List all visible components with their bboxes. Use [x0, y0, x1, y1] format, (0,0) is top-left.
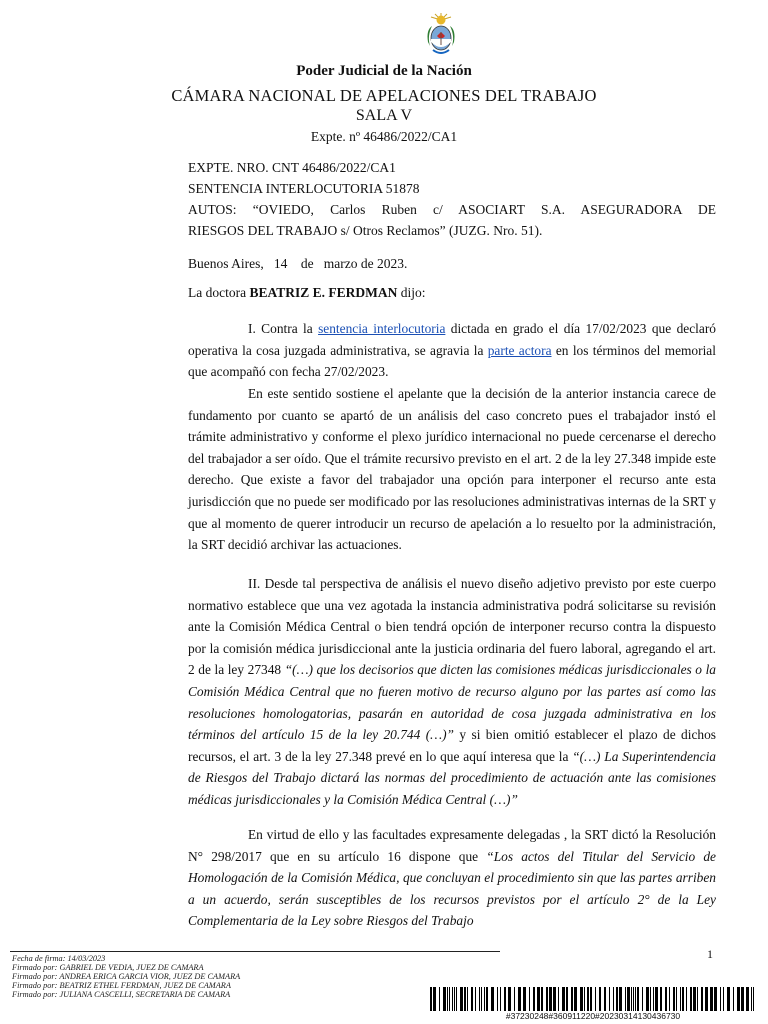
- signature-line: Firmado por: JULIANA CASCELLI, SECRETARIA DE CAMARA: [12, 990, 231, 999]
- court-name: CÁMARA NACIONAL DE APELACIONES DEL TRABAJO: [171, 86, 597, 105]
- quote-srt: “(…) La Superintendencia de Riesgos del Trabajo dictará las normas del procedimiento de actuación ante las comisiones médicas jurisdiccionales y la Comisión Médica Central (…)”: [188, 748, 716, 807]
- sentencia-line: SENTENCIA INTERLOCUTORIA 51878: [188, 181, 420, 196]
- paragraph-4: En virtud de ello y las facultades expresamente delegadas , la SRT dictó la Resolución N° 298/2017 que en su artículo 16 dispone que “Los actos del Titular del Servicio de Homologación de la Comisión Médica, que concluyan el procedimiento sin que las partes arriben a un acuerdo, serán susceptibles de los recursos previstos por el artículo 2° de la Ley Complementaria de la Ley sobre Riesgos del Trabajo: [188, 827, 716, 929]
- barcode-text: #37230248#360911220#20230314130436730: [505, 1011, 681, 1021]
- signature-line: Firmado por: BEATRIZ ETHEL FERDMAN, JUEZ DE CAMARA: [12, 981, 231, 990]
- autos-line-2: RIESGOS DEL TRABAJO s/ Otros Reclamos” (JUZG. Nro. 51).: [188, 223, 543, 238]
- date-line: Buenos Aires, 14 de marzo de 2023.: [188, 256, 408, 271]
- signature-line: Firmado por: ANDREA ERICA GARCIA VIOR, JUEZ DE CAMARA: [12, 972, 241, 981]
- paragraph-1: I. Contra la sentencia interlocutoria dictada en grado el día 17/02/2023 que declaró operativa la cosa juzgada administrativa, se agravia la parte actora en los términos del memorial que acompañó con fecha 27/02/2023.: [188, 321, 716, 380]
- document-barcode: [428, 987, 758, 1011]
- autos-line-1: AUTOS: “OVIEDO, Carlos Ruben c/ ASOCIART S.A. ASEGURADORA DE: [188, 202, 716, 217]
- footer-divider: [10, 951, 500, 952]
- judge-name: BEATRIZ E. FERDMAN: [249, 285, 398, 300]
- judge-intro: La doctora BEATRIZ E. FERDMAN dijo:: [188, 285, 426, 300]
- expte-line: EXPTE. NRO. CNT 46486/2022/CA1: [188, 160, 396, 175]
- coat-of-arms-seal: [424, 12, 458, 58]
- sala-label: SALA V: [355, 107, 413, 124]
- file-number: Expte. nº 46486/2022/CA1: [310, 129, 458, 144]
- institution-title: Poder Judicial de la Nación: [296, 63, 472, 79]
- parte-actora-link[interactable]: parte actora: [487, 342, 552, 358]
- paragraph-3: II. Desde tal perspectiva de análisis el nuevo diseño adjetivo previsto por este cuerpo normativo establece que una vez agotada la instancia administrativa podrá solicitarse su revisión ante la Comisión Médica Central o bien tendrá opción de interponer recurso contra la dispuesto por la comisión médica jurisdiccional ante la justicia ordinaria del fuero laboral, agregando el art. 2 de la ley 27348 “(…) que los decisorios que dicten las comisiones médicas jurisdiccionales o la Comisión Médica Central que no fueren motivo de recurso alguno por las partes así como las resoluciones homologatorias, pasarán en autoridad de cosa juzgada administrativa en los términos del artículo 15 de la ley 20.744 (…)” y si bien omitió establecer el plazo de dichos recursos, el art. 3 de la ley 27.348 prevé en lo que aquí interesa que la “(…) La Superintendencia de Riesgos del Trabajo dictará las normas del procedimiento de actuación ante las comisiones médicas jurisdiccionales y la Comisión Médica Central (…)”: [188, 576, 717, 807]
- page-number: 1: [707, 947, 713, 961]
- quote-resolucion: “Los actos del Titular del Servicio de Homologación de la Comisión Médica, que concluyan el procedimiento sin que las partes arriben a un acuerdo, serán susceptibles de los recursos previstos por el artículo 2° de la Ley Complementaria de la Ley sobre Riesgos del Trabajo: [188, 848, 716, 929]
- signature-line: Firmado por: GABRIEL DE VEDIA, JUEZ DE CAMARA: [12, 963, 204, 972]
- signature-date: Fecha de firma: 14/03/2023: [12, 954, 106, 963]
- paragraph-2: En este sentido sostiene el apelante que la decisión de la anterior instancia carece de fundamento por cuanto se apartó de un análisis del caso concreto pues el trabajador instó el trámite administrativo y conforme el plexo jurídico internacional no puede cercenarse el derecho del trabajador a ser oído. Que el trámite recursivo previsto en el art. 2 de la ley 27.348 impide este derecho. Que existe a favor del trabajador una opción para interponer el recurso ante esta jurisdicción que no puede ser modificado por las resoluciones administrativas internas de la SRT y que al momento de querer introducir un recurso de apelación a lo resuelto por la administración, la SRT decidió archivar las actuaciones.: [188, 386, 716, 553]
- quote-ley-27348: “(…) que los decisorios que dicten las comisiones médicas jurisdiccionales o la Comisión Médica Central que no fueren motivo de recurso alguno por las partes así como las resoluciones homologatorias, pasarán en autoridad de cosa juzgada administrativa en los términos del artículo 15 de la ley 20.744 (…)”: [188, 662, 716, 743]
- sentencia-interlocutoria-link[interactable]: sentencia interlocutoria: [318, 321, 446, 336]
